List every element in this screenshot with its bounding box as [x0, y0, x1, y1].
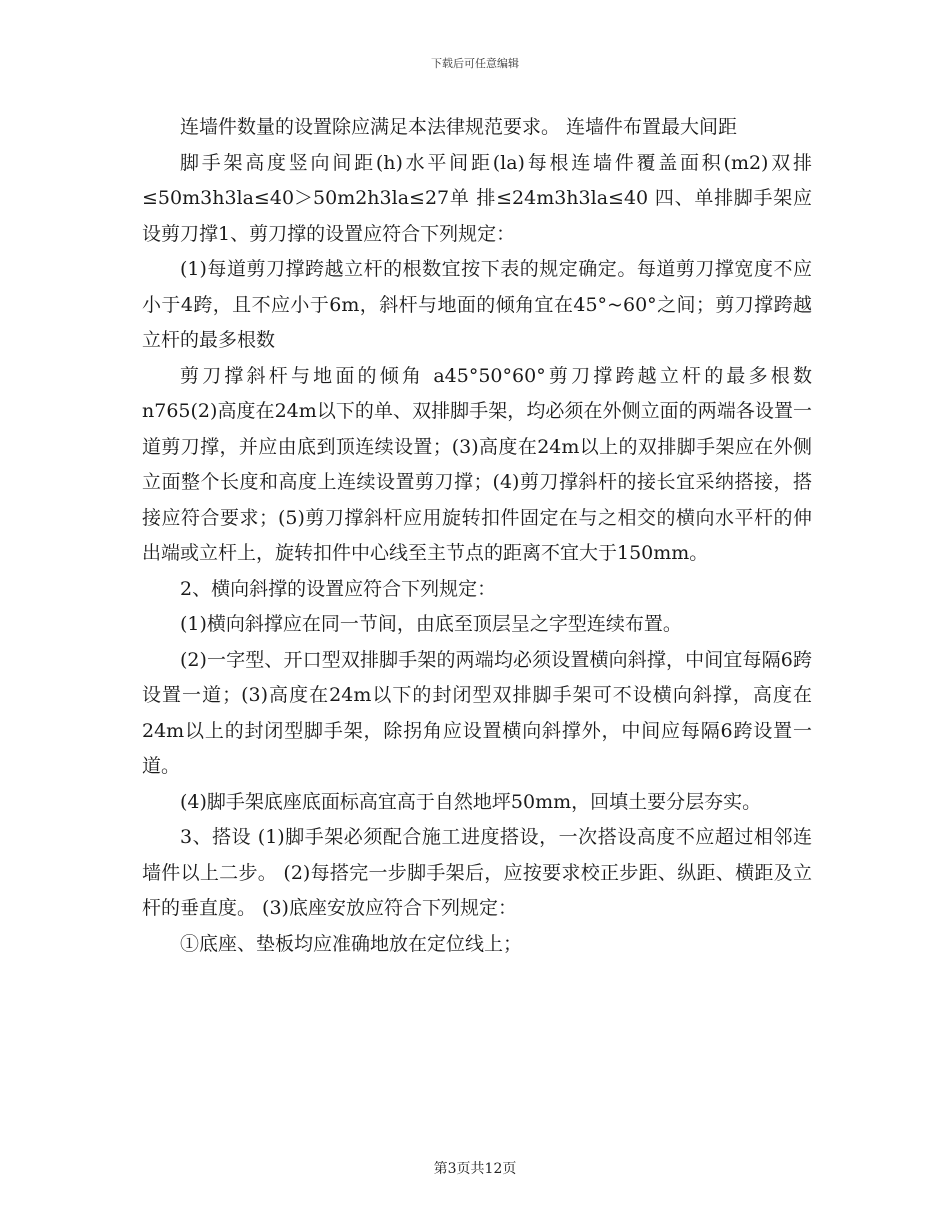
- paragraph-2: 脚手架高度竖向间距(h)水平间距(la)每根连墙件覆盖面积(m2)双排≤50m3h3la≤40＞50m2h3la≤27单 排≤24m3h3la≤40 四、单排脚手架应设剪刀撑1、剪刀撑的设置应符合下列规定：: [142, 151, 812, 245]
- paragraph-3: (1)每道剪刀撑跨越立杆的根数宜按下表的规定确定。每道剪刀撑宽度不应小于4跨，且不应小于6m，斜杆与地面的倾角宜在45°~60°之间；剪刀撑跨越立杆的最多根数: [142, 258, 812, 351]
- paragraph-1: 连墙件数量的设置除应满足本法律规范要求。 连墙件布置最大间距: [180, 116, 738, 138]
- page-footer: 第3页共12页: [433, 1161, 517, 1177]
- page-header: 下载后可任意编辑: [431, 57, 519, 70]
- paragraph-10: ①底座、垫板均应准确地放在定位线上；: [180, 932, 523, 955]
- document-body: [142, 110, 812, 962]
- paragraph-9: 3、搭设 (1)脚手架必须配合施工进度搭设，一次搭设高度不应超过相邻连墙件以上二步。 (2)每搭完一步脚手架后，应按要求校正步距、纵距、横距及立杆的垂直度。 (3)底座安放应符合下列规定：: [142, 826, 812, 919]
- paragraph-8: (4)脚手架底座底面标高宜高于自然地坪50mm，回填土要分层夯实。: [180, 790, 762, 813]
- paragraph-7: (2)一字型、开口型双排脚手架的两端均必须设置横向斜撑，中间宜每隔6跨设置一道；(3)高度在24m以下的封闭型双排脚手架可不设横向斜撑，高度在24m以上的封闭型脚手架，除拐角应设置横向斜撑外，中间应每隔6跨设置一道。: [142, 648, 812, 777]
- paragraph-5: 2、横向斜撑的设置应符合下列规定：: [180, 577, 497, 600]
- paragraph-4: 剪刀撑斜杆与地面的倾角 a45°50°60°剪刀撑跨越立杆的最多根数 n765(2)高度在24m以下的单、双排脚手架，均必须在外侧立面的两端各设置一道剪刀撑，并应由底到顶连续设置；(3)高度在24m以上的双排脚手架应在外侧立面整个长度和高度上连续设置剪刀撑；(4)剪刀撑斜杆的接长宜采纳搭接，搭接应符合要求；(5)剪刀撑斜杆应用旋转扣件固定在与之相交的横向水平杆的伸出端或立杆上，旋转扣件中心线至主节点的距离不宜大于150mm。: [142, 364, 812, 564]
- paragraph-6: (1)横向斜撑应在同一节间，由底至顶层呈之字型连续布置。: [180, 613, 682, 635]
